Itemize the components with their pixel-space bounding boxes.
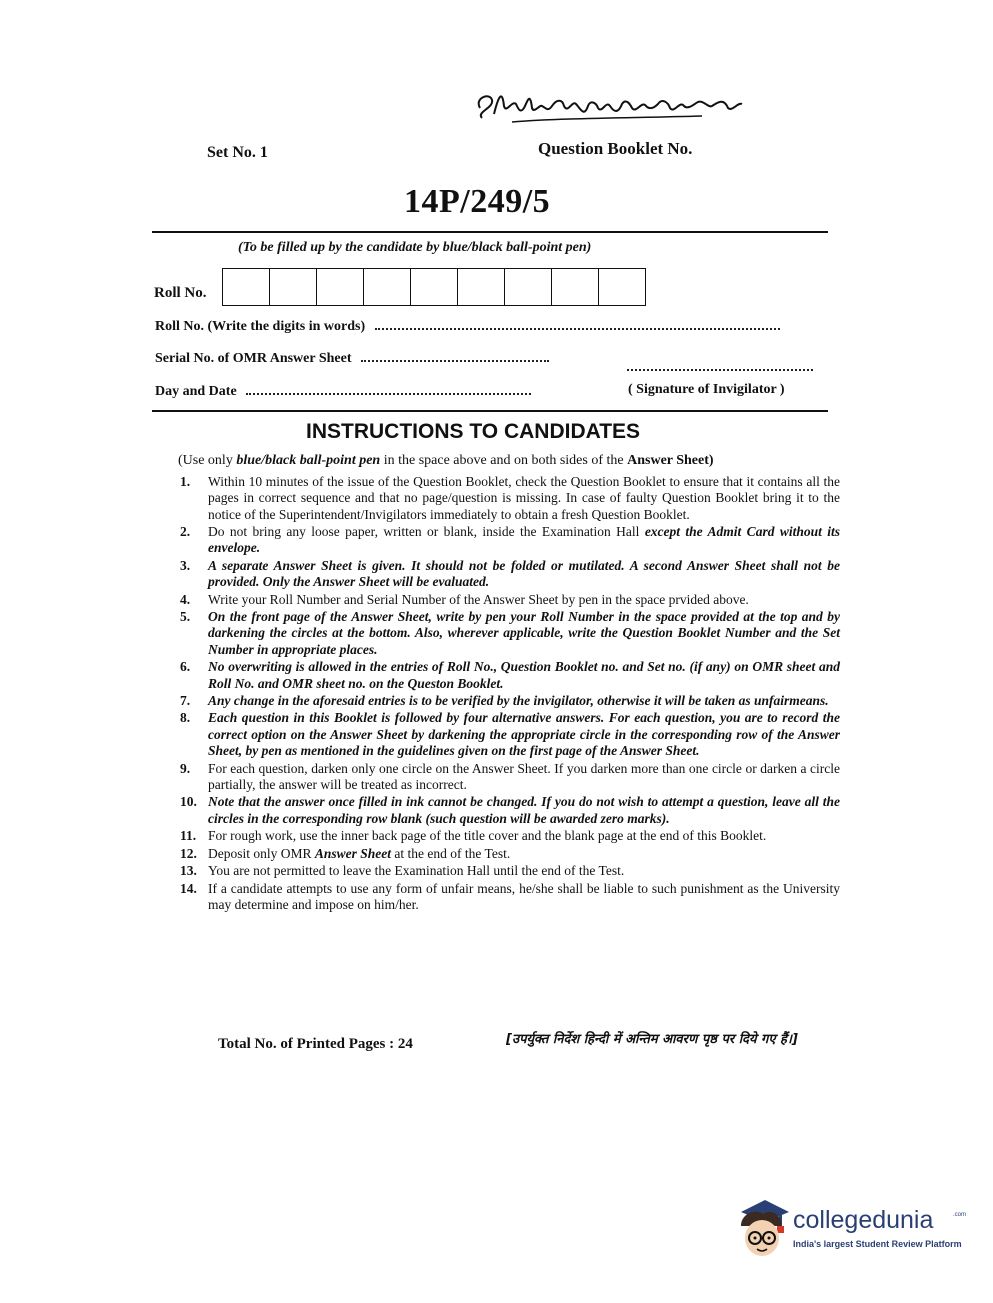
instruction-em: except the Admit Card without its envelope. xyxy=(208,524,840,556)
instruction-number: 4. xyxy=(180,591,191,607)
instruction-text: You are not permitted to leave the Examination Hall until the end of the Test. xyxy=(208,863,625,879)
instruction-number: 10. xyxy=(180,794,197,810)
instruction-text: Within 10 minutes of the issue of the Question Booklet, check the Question Booklet to ensure that it contains all the pages in correct sequence and that no page/question is missing. In case of faulty Question Booklet bring it to the notice of the Superintendent/Invigilators immediately to obtain a fresh Question Booklet. xyxy=(208,474,840,522)
serial-no-field[interactable] xyxy=(361,350,549,362)
instruction-item xyxy=(180,609,840,658)
instruction-item xyxy=(180,828,840,844)
instruction-text: Write your Roll Number and Serial Number of the Answer Sheet by pen in the space prvided above. xyxy=(208,591,749,607)
instruction-number: 5. xyxy=(180,609,191,625)
roll-digit-box[interactable] xyxy=(317,269,364,305)
instruction-text xyxy=(208,524,840,557)
use-only-em: blue/black ball-point pen xyxy=(236,453,381,468)
instruction-item xyxy=(180,761,840,794)
instruction-em-only: A separate Answer Sheet is given. It should not be folded or mutilated. A second Answer Sheet shall not be provided. Only the Answer Sheet will be evaluated. xyxy=(208,557,840,590)
instruction-text xyxy=(208,761,840,794)
day-date-row xyxy=(155,383,531,400)
use-only-pre: (Use only xyxy=(178,453,237,468)
use-only-note xyxy=(178,453,714,469)
set-number: Set No. 1 xyxy=(207,144,268,161)
instruction-item xyxy=(180,693,840,709)
divider xyxy=(152,231,828,233)
day-date-label: Day and Date xyxy=(155,384,237,399)
instruction-number: 11. xyxy=(180,828,197,844)
instruction-item xyxy=(180,863,840,879)
serial-no-row xyxy=(155,350,549,367)
roll-no-boxes[interactable] xyxy=(222,268,646,306)
instruction-number: 2. xyxy=(180,524,191,540)
instruction-text-after: at the end of the Test. xyxy=(391,845,511,861)
instruction-text xyxy=(208,828,840,844)
instruction-number: 14. xyxy=(180,880,197,896)
roll-no-words-field[interactable] xyxy=(375,318,780,330)
instruction-item xyxy=(180,794,840,827)
instruction-em: Answer Sheet xyxy=(314,845,392,861)
instruction-text xyxy=(208,592,840,608)
roll-no-words-row xyxy=(155,318,780,335)
instruction-em-only: Any change in the aforesaid entries is to be verified by the invigilator, otherwise it will be taken as unfairmeans. xyxy=(208,692,829,708)
instruction-item xyxy=(180,474,840,523)
roll-digit-box[interactable] xyxy=(364,269,411,305)
roll-digit-box[interactable] xyxy=(505,269,552,305)
instruction-text: Deposit only OMR xyxy=(208,845,315,861)
instruction-number: 9. xyxy=(180,760,191,776)
roll-digit-box[interactable] xyxy=(270,269,317,305)
handwritten-signature xyxy=(472,78,762,126)
instruction-text: For rough work, use the inner back page of the title cover and the blank page at the end of this Booklet. xyxy=(208,828,767,844)
hindi-note: [उपर्युक्त निर्देश हिन्दी में अन्तिम आवरण पृष्ठ पर दिये गए हैं।] xyxy=(506,1032,798,1047)
instruction-text xyxy=(208,863,840,879)
instruction-text xyxy=(208,846,840,862)
instruction-number: 12. xyxy=(180,845,197,861)
day-date-field[interactable] xyxy=(246,383,531,395)
instruction-number: 6. xyxy=(180,659,191,675)
instruction-text xyxy=(208,693,840,709)
instruction-em-only: On the front page of the Answer Sheet, write by pen your Roll Number in the space provided at the top and by darkening the circles at the bottom. Also, wherever applicable, write the Question Booklet Number and the Set Number in appropriate places. xyxy=(208,609,840,657)
booklet-code: 14P/249/5 xyxy=(404,183,551,220)
roll-digit-box[interactable] xyxy=(599,269,645,305)
instruction-number: 8. xyxy=(180,710,191,726)
instruction-number: 13. xyxy=(180,863,197,879)
roll-digit-box[interactable] xyxy=(223,269,270,305)
roll-digit-box[interactable] xyxy=(411,269,458,305)
instruction-text xyxy=(208,558,840,591)
instruction-item xyxy=(180,524,840,557)
instruction-text xyxy=(208,794,840,827)
roll-digit-box[interactable] xyxy=(552,269,599,305)
logo-suffix: .com xyxy=(953,1212,967,1218)
instruction-number: 3. xyxy=(180,557,191,573)
instruction-item xyxy=(180,659,840,692)
instruction-text xyxy=(208,609,840,658)
roll-no-label: Roll No. xyxy=(154,285,207,301)
instructions-list xyxy=(180,474,840,914)
fill-instruction-note: (To be filled up by the candidate by blue/black ball-point pen) xyxy=(238,240,592,255)
instruction-text: For each question, darken only one circle on the Answer Sheet. If you darken more than one circle or darken a circle partially, the answer will be treated as incorrect. xyxy=(208,760,840,792)
use-only-bold: Answer Sheet) xyxy=(627,453,714,468)
serial-no-label: Serial No. of OMR Answer Sheet xyxy=(155,351,352,366)
instruction-item xyxy=(180,558,840,591)
instruction-text xyxy=(208,710,840,759)
invigilator-signature-label: ( Signature of Invigilator ) xyxy=(628,382,785,397)
instruction-item xyxy=(180,846,840,862)
question-booklet-number-label: Question Booklet No. xyxy=(538,139,693,158)
instructions-title: INSTRUCTIONS TO CANDIDATES xyxy=(306,420,641,443)
total-pages: Total No. of Printed Pages : 24 xyxy=(218,1036,413,1052)
instruction-text: If a candidate attempts to use any form of unfair means, he/she shall be liable to such punishment as the University may determine and impose on him/her. xyxy=(208,880,840,912)
instruction-text: Do not bring any loose paper, written or blank, inside the Examination Hall xyxy=(208,524,645,540)
instruction-item xyxy=(180,710,840,759)
divider xyxy=(152,410,828,412)
instruction-em-only: No overwriting is allowed in the entries of Roll No., Question Booklet no. and Set no. (if any) on OMR sheet and Roll No. and OMR sheet no. on the Queston Booklet. xyxy=(208,659,840,691)
logo-tagline: India's largest Student Review Platform xyxy=(793,1239,962,1249)
use-only-post: in the space above and on both sides of the xyxy=(380,453,628,468)
instruction-em-only: Each question in this Booklet is followed by four alternative answers. For each question, you are to record the correct option on the Answer Sheet by darkening the appropriate circle in the corresponding row of the Answer Sheet, by pen as mentioned in the guidelines given on the first page of the Answer Sheet. xyxy=(208,710,840,759)
instruction-number: 1. xyxy=(180,474,191,489)
instruction-item xyxy=(180,881,840,914)
roll-no-words-label: Roll No. (Write the digits in words) xyxy=(155,319,366,334)
roll-digit-box[interactable] xyxy=(458,269,505,305)
instruction-em-only: Note that the answer once filled in ink cannot be changed. If you do not wish to attempt a question, leave all the circles in the corresponding row blank (such question will be awarded zero marks). xyxy=(208,794,840,826)
collegedunia-mascot-icon xyxy=(735,1196,791,1260)
instruction-text xyxy=(208,474,840,523)
instruction-text xyxy=(208,659,840,692)
instruction-text xyxy=(208,881,840,914)
instruction-number: 7. xyxy=(180,692,191,708)
logo-wordmark: collegedunia xyxy=(793,1206,934,1234)
instruction-item xyxy=(180,592,840,608)
invigilator-signature-field[interactable] xyxy=(627,358,813,376)
